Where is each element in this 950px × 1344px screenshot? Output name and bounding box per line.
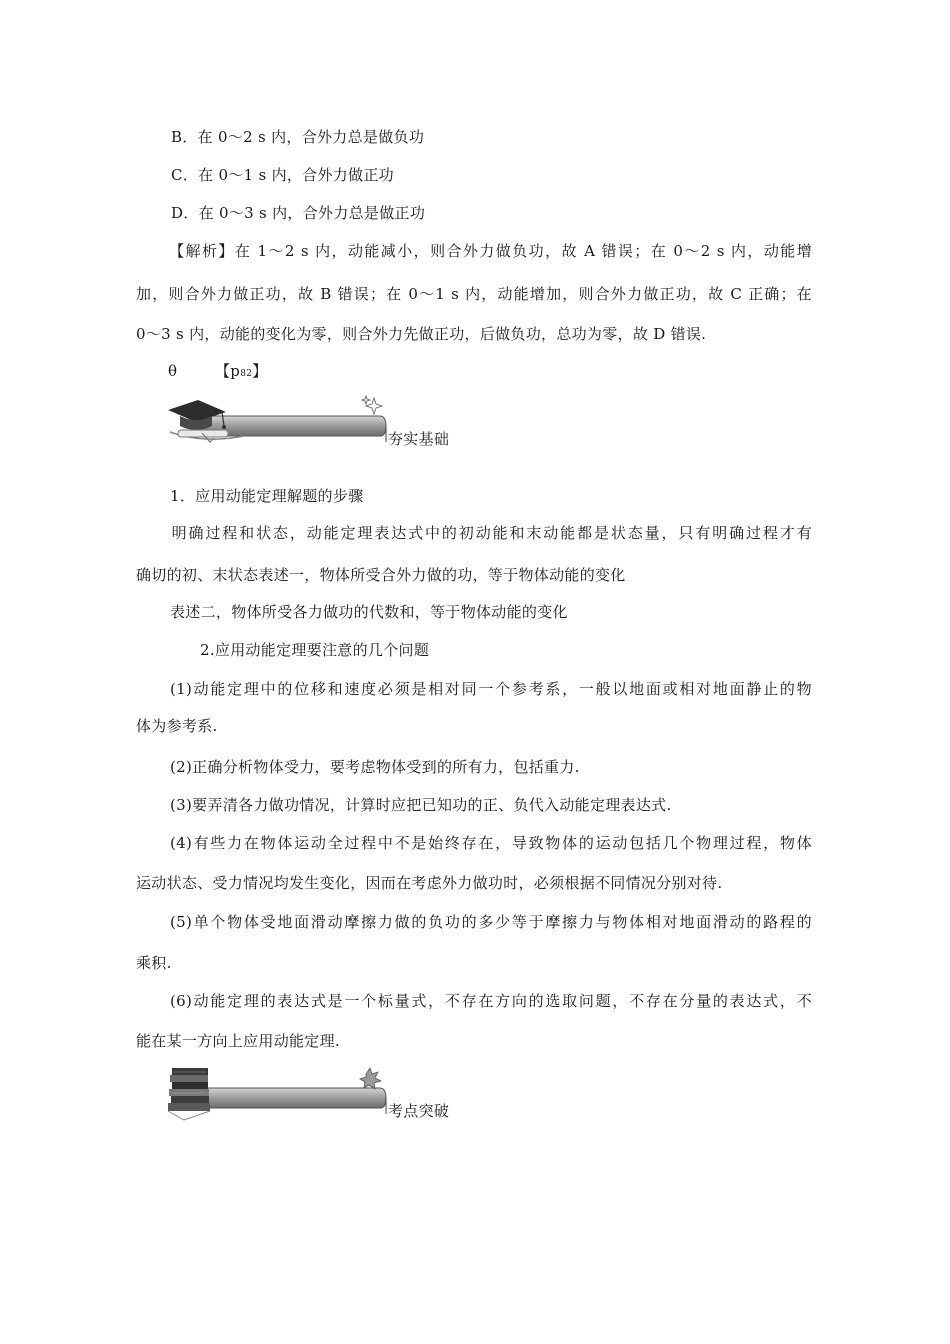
banner-bar	[164, 392, 390, 450]
sparkle-icon	[362, 396, 382, 414]
paragraph-2: 表述二，物体所受各力做功的代数和，等于物体动能的变化	[170, 603, 568, 621]
heading-1: 1．应用动能定理解题的步骤	[170, 487, 364, 505]
item-5-line-1: (5)单个物体受地面滑动摩擦力做的负功的多少等于摩擦力与物体相对地面滑动的路程的	[170, 913, 812, 931]
section-title-foundation: 夯实基础	[388, 430, 450, 448]
item-2: (2)正确分析物体受力，要考虑物体受到的所有力，包括重力.	[170, 758, 580, 776]
item-5-line-2: 乘积.	[136, 954, 172, 972]
analysis-line-2: 加，则合外力做正功，故 B 错误；在 0～1 s 内，动能增加，则合外力做正功，故 C 正确；在	[136, 285, 812, 303]
leaf-icon	[360, 1068, 381, 1089]
item-4-line-1: (4)有些力在物体运动全过程中不是始终存在，导致物体的运动包括几个物理过程，物体	[170, 834, 812, 852]
page-reference: 【p82】	[215, 362, 268, 380]
option-c: C．在 0～1 s 内，合外力做正功	[171, 166, 394, 184]
analysis-line-3: 0～3 s 内，动能的变化为零，则合外力先做正功，后做负功，总功为零，故 D 错误.	[136, 325, 707, 343]
section-title-breakthrough: 考点突破	[388, 1102, 450, 1120]
book-stack-icon	[168, 1068, 210, 1120]
banner-bar	[164, 1064, 390, 1122]
paragraph-1-line-2: 确切的初、末状态表述一，物体所受合外力做的功，等于物体动能的变化	[136, 566, 626, 584]
analysis-line-1: 【解析】在 1～2 s 内，动能减小，则合外力做负功，故 A 错误；在 0～2 s 内，动能增	[168, 242, 812, 260]
item-6-line-1: (6)动能定理的表达式是一个标量式，不存在方向的选取问题，不存在分量的表达式，不	[170, 992, 812, 1010]
option-b: B．在 0～2 s 内，合外力总是做负功	[171, 128, 425, 146]
item-3: (3)要弄清各力做功情况，计算时应把已知功的正、负代入动能定理表达式.	[170, 796, 672, 814]
item-1-line-2: 体为参考系.	[136, 717, 218, 735]
item-6-line-2: 能在某一方向上应用动能定理.	[136, 1032, 340, 1050]
section-banner-foundation	[164, 392, 464, 450]
heading-2: 2.应用动能定理要注意的几个问题	[200, 641, 430, 659]
option-d: D．在 0～3 s 内，合外力总是做正功	[171, 204, 426, 222]
theta-symbol: θ	[168, 362, 178, 380]
paragraph-1-line-1: 明确过程和状态，动能定理表达式中的初动能和末动能都是状态量，只有明确过程才有	[170, 524, 812, 542]
section-banner-breakthrough	[164, 1064, 464, 1122]
item-1-line-1: (1)动能定理中的位移和速度必须是相对同一个参考系，一般以地面或相对地面静止的物	[170, 680, 812, 698]
item-4-line-2: 运动状态、受力情况均发生变化，因而在考虑外力做功时，必须根据不同情况分别对待.	[136, 874, 723, 892]
